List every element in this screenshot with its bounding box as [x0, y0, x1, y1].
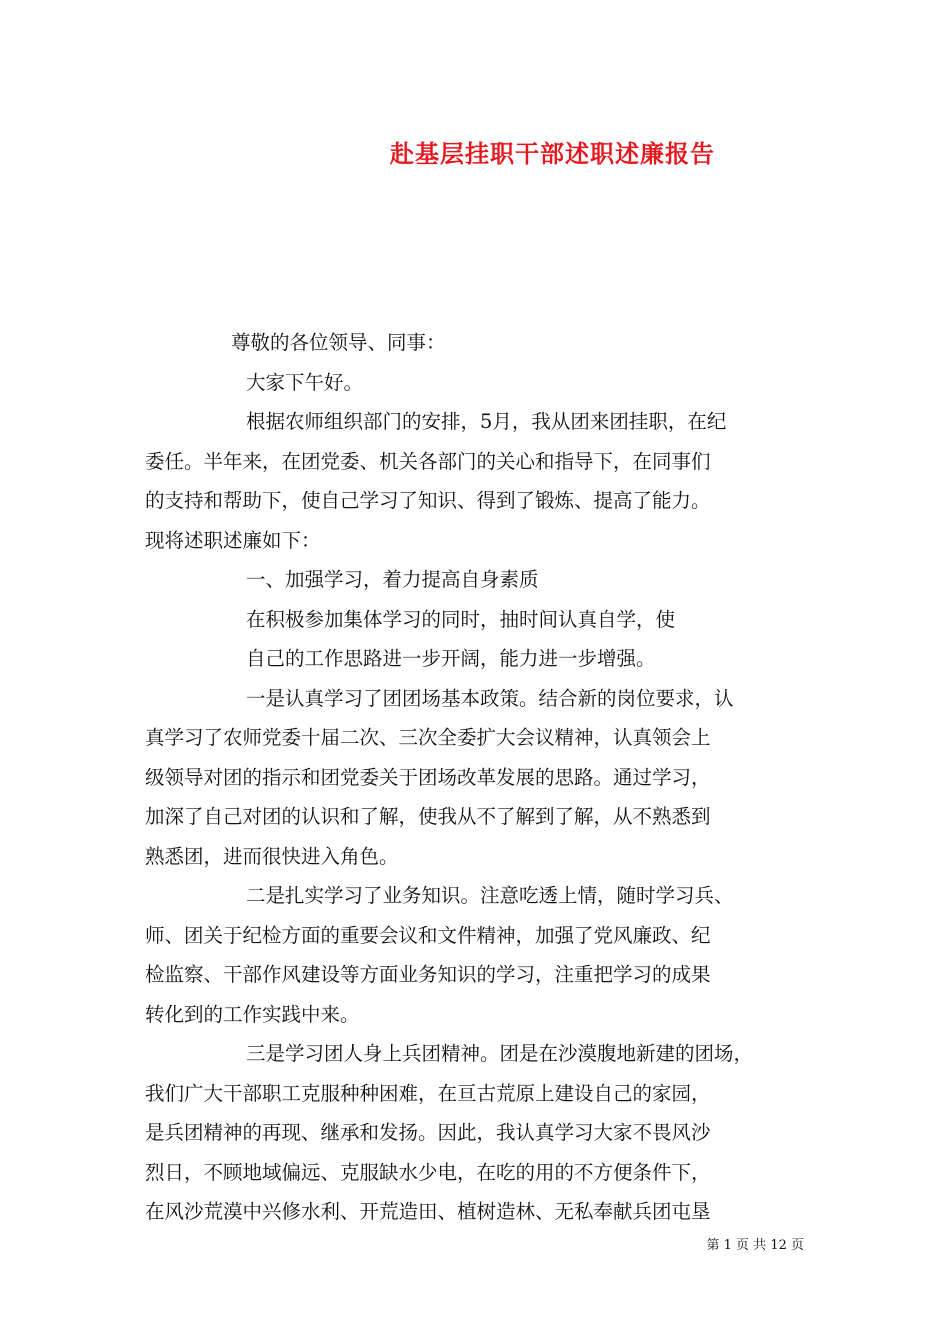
body-line: 转化到的工作实践中来。 [145, 1002, 360, 1026]
body-line: 二是扎实学习了业务知识。注意吃透上情，随时学习兵、 [246, 884, 734, 907]
body-line: 在积极参加集体学习的同时，抽时间认真自学，使 [246, 607, 676, 631]
body-line: 的支持和帮助下，使自己学习了知识、得到了锻炼、提高了能力。 [145, 489, 711, 512]
body-line: 级领导对团的指示和团党委关于团场改革发展的思路。通过学习， [145, 765, 711, 789]
body-line: 我们广大干部职工克服种种困难，在亘古荒原上建设自己的家园， [145, 1081, 711, 1105]
body-line: 自己的工作思路进一步开阔，能力进一步增强。 [246, 647, 656, 670]
body-line: 加深了自己对团的认识和了解，使我从不了解到了解，从不熟悉到 [145, 805, 711, 828]
body-line: 在风沙荒漠中兴修水利、开荒造田、植树造林、无私奉献兵团屯垦 [145, 1200, 711, 1223]
body-line: 一是认真学习了团团场基本政策。结合新的岗位要求，认 [246, 686, 734, 710]
body-line: 现将述职述廉如下： [145, 528, 321, 552]
body-line: 烈日，不顾地域偏远、克服缺水少电，在吃的用的不方便条件下， [145, 1160, 711, 1184]
document-title: 赴基层挂职干部述职述廉报告 [390, 139, 715, 168]
body-line: 根据农师组织部门的安排，5月，我从团来团挂职，在纪 [246, 410, 727, 433]
body-line: 师、团关于纪检方面的重要会议和文件精神，加强了党风廉政、纪 [145, 923, 711, 947]
body-line: 大家下午好。 [246, 370, 364, 394]
body-line: 检监察、干部作风建设等方面业务知识的学习，注重把学习的成果 [145, 963, 711, 986]
body-line: 尊敬的各位领导、同事： [231, 331, 446, 354]
page-number: 第 1 页 共 12 页 [706, 1238, 804, 1253]
body-line: 是兵团精神的再现、继承和发扬。因此，我认真学习大家不畏风沙 [145, 1121, 711, 1144]
document-body [145, 323, 815, 1232]
body-line: 真学习了农师党委十届二次、三次全委扩大会议精神，认真领会上 [145, 726, 711, 749]
body-line: 三是学习团人身上兵团精神。团是在沙漠腹地新建的团场， [246, 1042, 754, 1065]
body-line: 熟悉团，进而很快进入角色。 [145, 844, 399, 868]
body-line: 一、加强学习，着力提高自身素质 [246, 568, 539, 591]
body-line: 委任。半年来，在团党委、机关各部门的关心和指导下，在同事们 [145, 449, 711, 473]
